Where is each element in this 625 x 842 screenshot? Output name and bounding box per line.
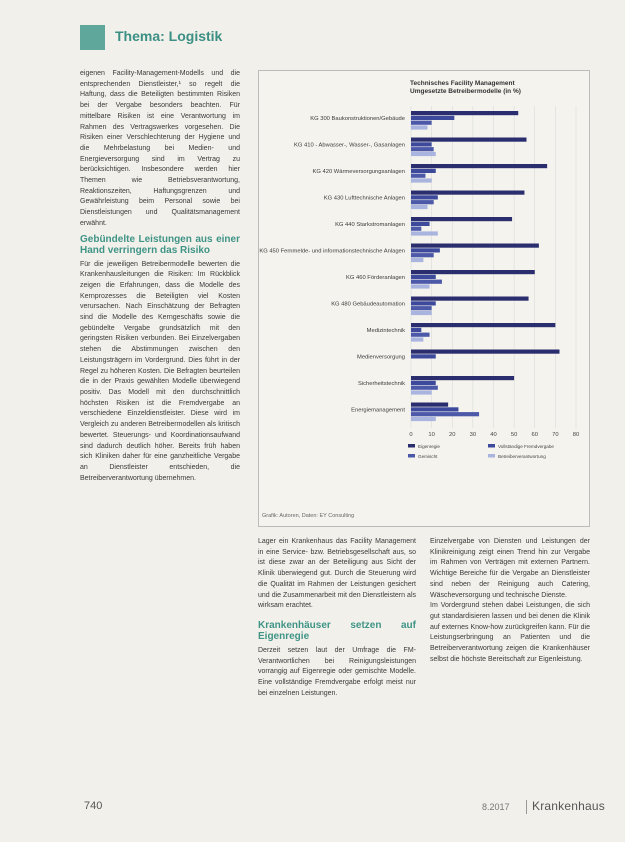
article-subheading: Gebündelte Leistungen aus einer Hand verringern das Risiko — [80, 233, 240, 256]
category-label: KG 420 Wärmeversorgungsanlagen — [312, 169, 405, 175]
x-tick-label: 10 — [428, 432, 435, 438]
legend-swatch — [488, 444, 495, 448]
bar — [411, 403, 448, 407]
x-tick-label: 20 — [449, 432, 456, 438]
bar — [411, 174, 425, 178]
article-paragraph: Einzelvergabe von Diensten und Leistungen der Klinikreinigung zeigt einen Trend hin zur Vergabe im Rahmen von Verträgen mit externen Partnern. Wichtige Bereiche für die Vergabe an Dienstleister sind neben der Reinigung auch Catering, Wäscheversorgung und technische Dienste. — [430, 538, 590, 599]
x-tick-label: 40 — [490, 432, 497, 438]
category-label: KG 440 Starkstromanlagen — [335, 222, 405, 228]
legend-label: Betreiberverantwortung — [498, 454, 546, 459]
bar — [411, 275, 436, 279]
bar — [411, 376, 514, 380]
category-label: Energiemanagement — [351, 407, 405, 414]
bar — [411, 354, 436, 358]
x-tick-label: 30 — [469, 432, 477, 438]
bar — [411, 244, 539, 248]
bar — [411, 138, 527, 142]
article-column-right — [430, 537, 590, 665]
x-tick-label: 80 — [572, 432, 580, 438]
bar — [411, 407, 458, 411]
bar — [411, 169, 436, 173]
article-paragraph: Für die jeweiligen Betreibermodelle bewerten die Krankenhausleitungen die Risiken: Im Rückblick zeigen die Erfahrungen, dass die Modelle des Kernprozesses die Beteiligten viel Kosten verursachen. Nach Einschätzung der Befragten sind die Modelle des Kerngeschäfts sowie die gebündelte Vergabe grundsätzlich mit den geringsten Risiken verbunden. Bei Einzelvergaben stehen die Abstimmungen zwischen den Leistungsträgern im Vordergrund. Dies führt in der Regel zu höheren Kosten. Die Befragten beurteilen die in der Praxis gewählten Modelle überwiegend positiv. Das Modell mit den durchschnittlich höchsten Risiken ist die Fremdvergabe an verschiedene Einzeldienstleister. Diese wird im Vergleich zu anderen Betreibermodellen als kritisch bewertet. Steuerungs- und Koordinationsaufwand sind dadurch deutlich höher. Bereits früh haben sich Kliniken daher für eine ganzheitliche Vergabe an Dienstleister entschieden, die Betreiberverantwortung übernehmen. — [80, 260, 240, 482]
bar — [411, 412, 479, 416]
article-paragraph: Im Vordergrund stehen dabei Leistungen, die sich gut standardisieren lassen und bei denen die Klinik auf externes Know-how zurückgreifen kann. Für die Leistungserbringung an Patienten und die Betreiberverantwortung zeigen die Krankenhäuser selbst die höchste Bereitschaft zur Eigenleistung. — [430, 602, 590, 663]
bar — [411, 116, 454, 120]
bar — [411, 195, 438, 199]
bar — [411, 284, 430, 288]
chart-subtitle: Umgesetzte Betreibermodelle (in %) — [410, 88, 521, 95]
article-paragraph: Derzeit setzen laut der Umfrage die FM-Verantwortlichen bei Reinigungsleistungen vorrangig auf Eigenregie oder gemischte Modelle. Eine vollständige Fremdvergabe erfolgt meist nur bei einzelnen Leistungen. — [258, 646, 416, 697]
bar — [411, 125, 428, 129]
legend-swatch — [408, 454, 415, 458]
bar — [411, 147, 434, 151]
chart-source: Grafik: Autoren, Daten: EY Consulting — [262, 513, 355, 519]
bar — [411, 164, 547, 168]
bar — [411, 386, 438, 390]
chart-title — [410, 80, 521, 96]
magazine-name: Krankenhaus — [532, 799, 605, 813]
category-label: KG 460 Förderanlagen — [346, 275, 405, 281]
category-label: KG 300 Baukonstruktionen/Gebäude — [310, 116, 405, 122]
bar — [411, 350, 560, 354]
category-label: Medizintechnik — [366, 328, 405, 334]
bar — [411, 328, 421, 332]
article-paragraph: eigenen Facility-Management-Modells und die entsprechenden Dienstleister,¹ so regelt die Haftung, dass die Beteiligten bestimmten Risiken bei der Vergabe besonders beachten. Für mittelbare Risiken ist eine Verantwortung im Rahmen des Vertragswerkes vorgesehen. Die Risiken einer Verschlechterung der Hygiene und die Mehrbelastung bei Medien- und Energieversorgung sind im Vertrag zu berücksichtigen. Insbesondere werden hier Themen wie Betriebsverantwortung, Reaktionszeiten, Haftungsgrenzen und Gewährleistung beim Personal sowie bei Dienstleistungen und Qualitätsmanagement erwähnt. — [80, 70, 240, 227]
issue-label: 8.2017 — [482, 802, 510, 812]
category-label: Medienversorgung — [356, 354, 405, 361]
article-subheading: Krankenhäuser setzen auf Eigenregie — [258, 619, 416, 642]
page-number: 740 — [84, 800, 103, 812]
bar — [411, 333, 430, 337]
bar — [411, 301, 436, 305]
x-tick-label: 50 — [510, 432, 518, 438]
chart-title-line: Technisches Facility Management — [410, 80, 515, 87]
article-paragraph: Lager ein Krankenhaus das Facility Management in eine Service- bzw. Betriebsgesellschaft aus, so ist diese zwar an der Beteiligung aus Sicht der Klinik überwiegend gut. Durch die Steuerung wird die Qualität im Rahmen der Leistungen gesichert und die Zusammenarbeit mit den Dienstleistern als wirksam erachtet. — [258, 538, 416, 610]
bar — [411, 111, 518, 115]
legend-label: Vollständige Fremdvergabe — [498, 444, 554, 449]
section-topic: Thema: Logistik — [115, 28, 223, 44]
article-column-middle — [258, 537, 416, 699]
bar — [411, 381, 436, 385]
section-color-marker — [80, 25, 105, 50]
footer-divider — [526, 800, 527, 814]
bar — [411, 178, 432, 182]
bar — [411, 337, 423, 341]
legend-swatch — [488, 454, 495, 458]
category-label: KG 430 Lufttechnische Anlagen — [323, 195, 405, 202]
bar — [411, 222, 430, 226]
bar — [411, 231, 438, 235]
legend-swatch — [408, 444, 415, 448]
category-label: KG 480 Gebäudeautomation — [331, 301, 405, 308]
bar — [411, 280, 442, 284]
article-column-left — [80, 69, 240, 484]
bar — [411, 121, 432, 125]
bar — [411, 248, 440, 252]
category-label: KG 410 - Abwasser-, Wasser-, Gasanlagen — [294, 142, 405, 149]
bar — [411, 227, 421, 231]
bar — [411, 270, 535, 274]
x-tick-label: 0 — [409, 432, 413, 438]
bar — [411, 253, 434, 257]
bar — [411, 258, 423, 262]
bar — [411, 152, 436, 156]
bar — [411, 297, 529, 301]
x-tick-label: 60 — [531, 432, 538, 438]
bar — [411, 217, 512, 221]
bar — [411, 200, 434, 204]
legend-label: Eigenregie — [418, 444, 440, 449]
bar — [411, 390, 432, 394]
bar — [411, 205, 428, 209]
x-tick-label: 70 — [552, 432, 559, 438]
legend-label: Gemischt — [418, 454, 438, 459]
bar — [411, 306, 432, 310]
category-label: KG 450 Fernmelde- und informationstechnische Anlagen — [259, 248, 405, 255]
bar — [411, 311, 432, 315]
bar — [411, 323, 555, 327]
bar-chart — [258, 100, 588, 520]
bar — [411, 142, 432, 146]
bar — [411, 417, 436, 421]
category-label: Sicherheitstechnik — [357, 381, 405, 387]
bar — [411, 191, 524, 195]
